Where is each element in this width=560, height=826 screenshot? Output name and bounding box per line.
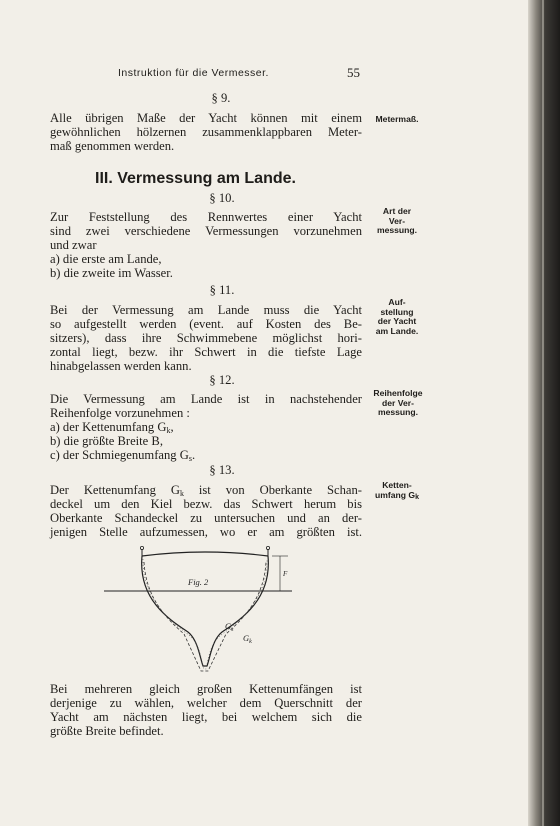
margin-line xyxy=(362,491,432,502)
final-line-3: Yacht am nächsten liegt, bei welchem sich die xyxy=(50,710,362,724)
label-gk xyxy=(243,633,252,645)
item-tail: . xyxy=(191,448,196,462)
label-sub: k xyxy=(249,639,252,645)
margin-line: messung. xyxy=(376,225,418,235)
section-10-list-b: b) die zweite im Wasser. xyxy=(50,266,173,280)
margin-line: der Yacht xyxy=(377,316,417,326)
skin-girth-line xyxy=(143,559,267,669)
section-11-line-3: sitzers), dass ihre Schwimmebene möglichst hori- xyxy=(50,331,362,345)
book-spine-shadow xyxy=(528,0,560,826)
section-11-line-4: zontal liegt, bezw. ihr Schwert in die tiefste Lage xyxy=(50,345,362,359)
section-13-line-4: jenigen Stelle aufzumessen, wo er am größten ist. xyxy=(50,525,362,539)
margin-note-metermass xyxy=(362,115,432,125)
section-10-line-2: sind zwei verschiedene Vermessungen vorzunehmen xyxy=(50,224,362,238)
text-run: Der Kettenumfang G xyxy=(50,483,180,497)
section-11-line-2: so aufgestellt werden (event. auf Kosten des Be- xyxy=(50,317,362,331)
margin-note-kettenumfang xyxy=(362,481,432,501)
margin-line: Metermaß. xyxy=(375,114,419,124)
svg-text:F: F xyxy=(283,570,288,578)
deck-line xyxy=(142,552,268,556)
section-13-line-3: Oberkante Schandeckel zu untersuchen und an der- xyxy=(50,511,362,525)
section-12-list-c xyxy=(50,448,195,464)
item-tail: , xyxy=(170,420,174,434)
text-run: ist von Oberkante Schan- xyxy=(183,483,362,497)
margin-text: umfang G xyxy=(374,489,416,500)
margin-line: Reihenfolge xyxy=(373,388,423,398)
section-13-title: § 13. xyxy=(209,463,235,477)
spine-highlight xyxy=(542,0,544,826)
margin-line: Art der xyxy=(382,206,412,216)
margin-note-art-der-vermessung xyxy=(362,207,432,236)
margin-line: der Ver- xyxy=(381,397,414,408)
margin-note-reihenfolge xyxy=(360,389,436,418)
section-10-line-1: Zur Feststellung des Rennwertes einer Yacht xyxy=(50,210,362,224)
label-sub: s xyxy=(231,627,234,633)
page-number: 55 xyxy=(347,65,360,80)
section-11-title: § 11. xyxy=(209,283,235,297)
final-line-1: Bei mehreren gleich großen Kettenumfängen ist xyxy=(50,682,362,696)
subscript: s xyxy=(188,454,192,463)
section-12-line-1: Die Vermessung am Lande ist in nachstehender xyxy=(50,392,362,406)
margin-note-aufstellung xyxy=(362,298,432,336)
chapter-heading: III. Vermessung am Lande. xyxy=(95,170,296,187)
margin-line: Ver- xyxy=(388,215,406,226)
label-letter: G xyxy=(243,633,250,643)
section-11-line-1: Bei der Vermessung am Lande muss die Yacht xyxy=(50,303,362,317)
final-line-2: derjenige zu wählen, welcher dem Querschnitt der xyxy=(50,696,362,710)
section-9-title: § 9. xyxy=(211,91,231,105)
section-12-line-2: Reihenfolge vorzunehmen : xyxy=(50,406,190,420)
section-9-line-1: Alle übrigen Maße der Yacht können mit einem xyxy=(50,111,362,125)
item-text: a) der Kettenumfang G xyxy=(50,420,167,434)
subscript: k xyxy=(179,489,184,498)
figure-label: Fig. 2 xyxy=(188,577,209,587)
subscript: k xyxy=(166,426,171,435)
section-10-title: § 10. xyxy=(209,191,235,205)
section-12-title: § 12. xyxy=(209,373,235,387)
final-line-4: größte Breite befindet. xyxy=(50,724,164,738)
margin-line: Auf- xyxy=(388,297,406,307)
hull-cross-section-figure xyxy=(100,540,310,675)
section-10-line-3: und zwar xyxy=(50,238,97,252)
hull-outline xyxy=(142,556,269,666)
running-head: Instruktion für die Vermesser. xyxy=(118,67,269,79)
section-12-list-b: b) die größte Breite B, xyxy=(50,434,163,448)
margin-line: am Lande. xyxy=(375,325,419,336)
margin-line: messung. xyxy=(377,407,419,417)
item-text: c) der Schmiegenumfang G xyxy=(50,448,189,462)
subscript: k xyxy=(415,493,419,501)
label-letter: G xyxy=(225,621,232,631)
section-13-line-2: deckel um den Kiel bezw. das Schwert herum bis xyxy=(50,497,362,511)
section-10-list-a: a) die erste am Lande, xyxy=(50,252,162,266)
margin-line: Ketten- xyxy=(382,480,412,490)
section-9-line-3: maß genommen werden. xyxy=(50,139,175,153)
section-11-line-5: hinabgelassen werden kann. xyxy=(50,359,192,373)
section-9-line-2: gewöhnlichen hölzernen zusammenklappbaren Meter- xyxy=(50,125,362,139)
margin-line: stellung xyxy=(380,306,414,317)
